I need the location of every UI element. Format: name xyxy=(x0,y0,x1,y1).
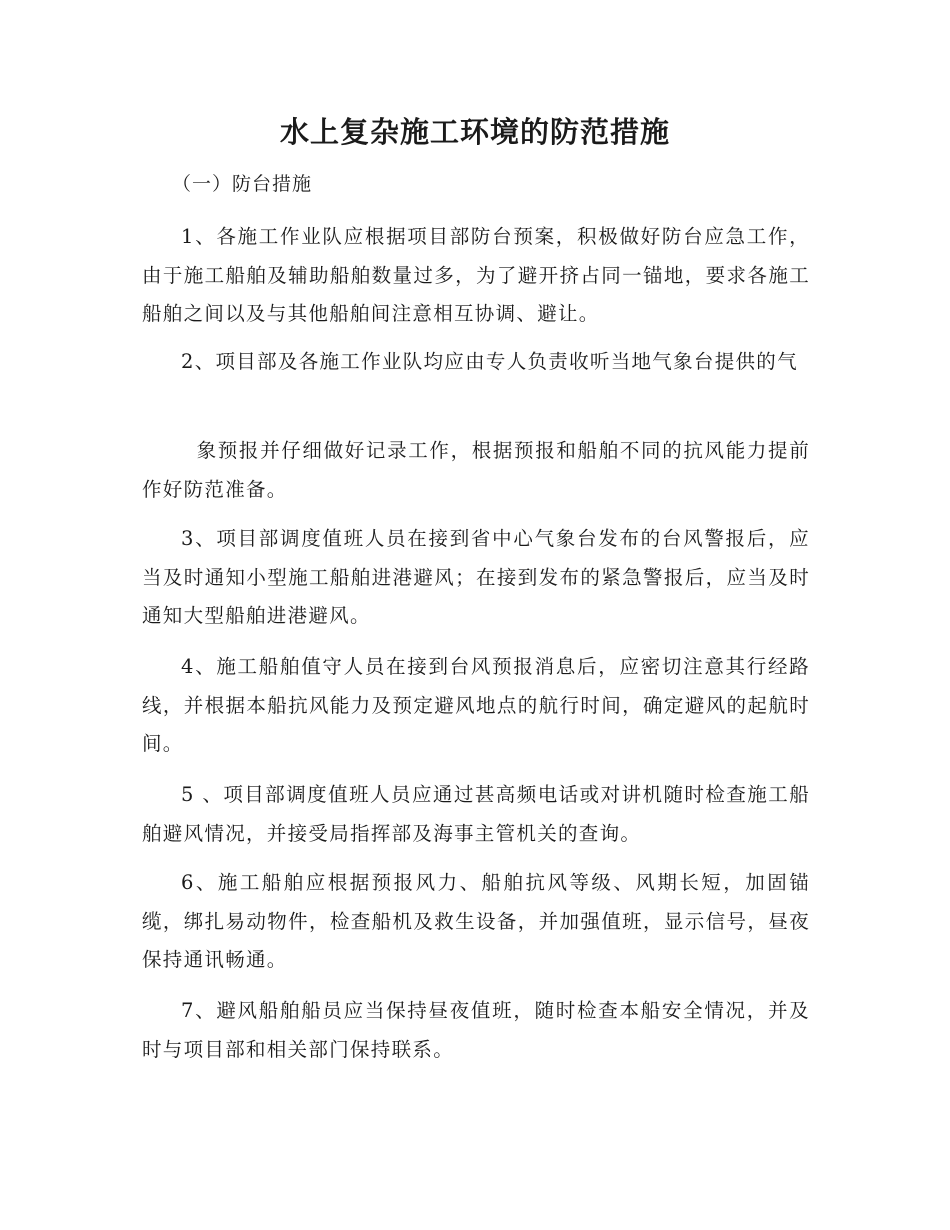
paragraph-5: 5 、项目部调度值班人员应通过甚高频电话或对讲机随时检查施工船舶避风情况，并接受局指挥部及海事主管机关的查询。 xyxy=(142,783,810,845)
document-title: 水上复杂施工环境的防范措施 xyxy=(279,115,670,149)
paragraph-2-continued: 象预报并仔细做好记录工作，根据预报和船舶不同的抗风能力提前作好防范准备。 xyxy=(142,439,810,501)
paragraph-6: 6、施工船舶应根据预报风力、船舶抗风等级、风期长短，加固锚缆，绑扎易动物件，检查船机及救生设备，并加强值班，显示信号，昼夜保持通讯畅通。 xyxy=(142,871,810,971)
paragraph-7: 7、避风船舶船员应当保持昼夜值班，随时检查本船安全情况，并及时与项目部和相关部门保持联系。 xyxy=(142,999,810,1061)
paragraph-2: 2、项目部及各施工作业队均应由专人负责收听当地气象台提供的气 xyxy=(181,350,798,373)
paragraph-4: 4、施工船舶值守人员在接到台风预报消息后，应密切注意其行经路线，并根据本船抗风能力及预定避风地点的航行时间，确定避风的起航时间。 xyxy=(142,655,810,755)
paragraph-1: 1、各施工作业队应根据项目部防台预案，积极做好防台应急工作，由于施工船舶及辅助船舶数量过多，为了避开挤占同一锚地，要求各施工船舶之间以及与其他船舶间注意相互协调、避让。 xyxy=(142,225,810,325)
paragraph-3: 3、项目部调度值班人员在接到省中心气象台发布的台风警报后，应当及时通知小型施工船舶进港避风；在接到发布的紧急警报后，应当及时通知大型船舶进港避风。 xyxy=(142,527,810,627)
section-heading: （一）防台措施 xyxy=(172,173,313,195)
